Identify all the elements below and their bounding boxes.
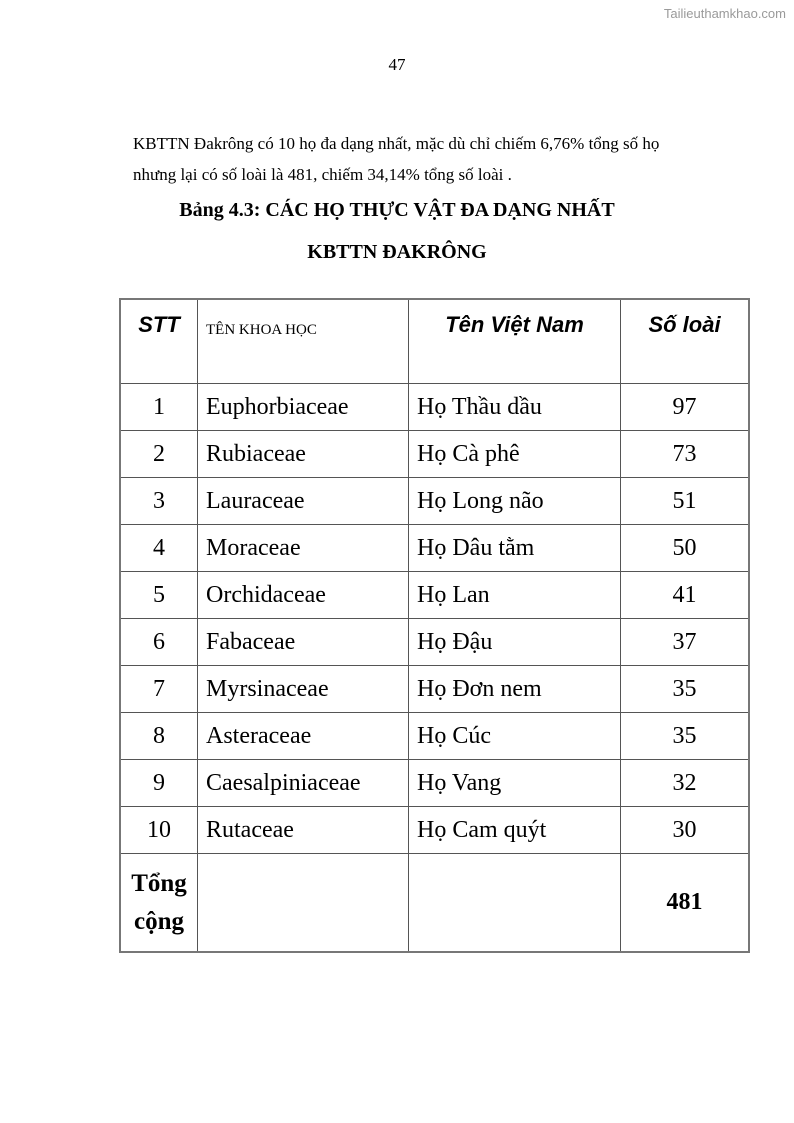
cell-species-count: 41: [621, 572, 750, 619]
cell-vietnamese-name: Họ Dâu tằm: [409, 525, 621, 572]
table-row: [120, 713, 749, 760]
cell-scientific-name: Fabaceae: [198, 619, 409, 666]
cell-scientific-name: Myrsinaceae: [198, 666, 409, 713]
cell-species-count: 51: [621, 478, 750, 525]
table-subtitle: KBTTN ĐAKRÔNG: [307, 241, 487, 263]
cell-stt: 9: [120, 760, 198, 807]
cell-scientific-name: Asteraceae: [198, 713, 409, 760]
cell-stt: 7: [120, 666, 198, 713]
table-header-row: [120, 299, 749, 384]
cell-species-count: 37: [621, 619, 750, 666]
cell-species-count: 50: [621, 525, 750, 572]
cell-vietnamese-name: Họ Cam quýt: [409, 807, 621, 854]
header-stt: STT: [120, 299, 198, 384]
total-label: [120, 854, 198, 953]
page-number: 47: [388, 55, 406, 74]
cell-scientific-name: Orchidaceae: [198, 572, 409, 619]
cell-vietnamese-name: Họ Lan: [409, 572, 621, 619]
cell-vietnamese-name: Họ Vang: [409, 760, 621, 807]
table-row: [120, 666, 749, 713]
cell-species-count: 73: [621, 431, 750, 478]
watermark: Tailieuthamkhao.com: [663, 6, 786, 21]
cell-vietnamese-name: Họ Long não: [409, 478, 621, 525]
table-row: [120, 384, 749, 431]
cell-species-count: 30: [621, 807, 750, 854]
cell-species-count: 97: [621, 384, 750, 431]
cell-scientific-name: Euphorbiaceae: [198, 384, 409, 431]
cell-stt: 2: [120, 431, 198, 478]
paragraph-line-1: KBTTN Đakrông có 10 họ đa dạng nhất, mặc dù chỉ chiếm 6,76% tổng số họ: [133, 134, 660, 153]
table-row: [120, 760, 749, 807]
cell-species-count: 35: [621, 666, 750, 713]
cell-stt: 1: [120, 384, 198, 431]
cell-stt: 4: [120, 525, 198, 572]
cell-stt: 5: [120, 572, 198, 619]
total-label-line-1: Tổng: [131, 869, 187, 897]
cell-species-count: 35: [621, 713, 750, 760]
table-title: Bảng 4.3: CÁC HỌ THỰC VẬT ĐA DẠNG NHẤT: [179, 199, 615, 221]
table-row: [120, 525, 749, 572]
cell-vietnamese-name: Họ Thầu dầu: [409, 384, 621, 431]
total-row: [120, 854, 749, 953]
cell-vietnamese-name: Họ Đơn nem: [409, 666, 621, 713]
cell-stt: 3: [120, 478, 198, 525]
cell-stt: 6: [120, 619, 198, 666]
table-row: [120, 572, 749, 619]
header-species-count: Số loài: [621, 299, 750, 384]
total-value: 481: [621, 854, 750, 953]
paragraph-line-2: nhưng lại có số loài là 481, chiếm 34,14% tổng số loài .: [133, 165, 512, 184]
cell-scientific-name: Lauraceae: [198, 478, 409, 525]
cell-scientific-name: Moraceae: [198, 525, 409, 572]
cell-scientific-name: Rubiaceae: [198, 431, 409, 478]
header-vietnamese-name: Tên Việt Nam: [409, 299, 621, 384]
total-empty-cell: [409, 854, 621, 953]
table-row: [120, 431, 749, 478]
cell-stt: 8: [120, 713, 198, 760]
cell-vietnamese-name: Họ Cúc: [409, 713, 621, 760]
table-row: [120, 478, 749, 525]
cell-stt: 10: [120, 807, 198, 854]
cell-scientific-name: Rutaceae: [198, 807, 409, 854]
cell-vietnamese-name: Họ Cà phê: [409, 431, 621, 478]
families-table: [119, 298, 750, 953]
table-row: [120, 807, 749, 854]
table-row: [120, 619, 749, 666]
cell-species-count: 32: [621, 760, 750, 807]
header-scientific-name: TÊN KHOA HỌC: [198, 299, 409, 384]
cell-vietnamese-name: Họ Đậu: [409, 619, 621, 666]
total-empty-cell: [198, 854, 409, 953]
total-label-line-2: cộng: [134, 907, 184, 935]
cell-scientific-name: Caesalpiniaceae: [198, 760, 409, 807]
